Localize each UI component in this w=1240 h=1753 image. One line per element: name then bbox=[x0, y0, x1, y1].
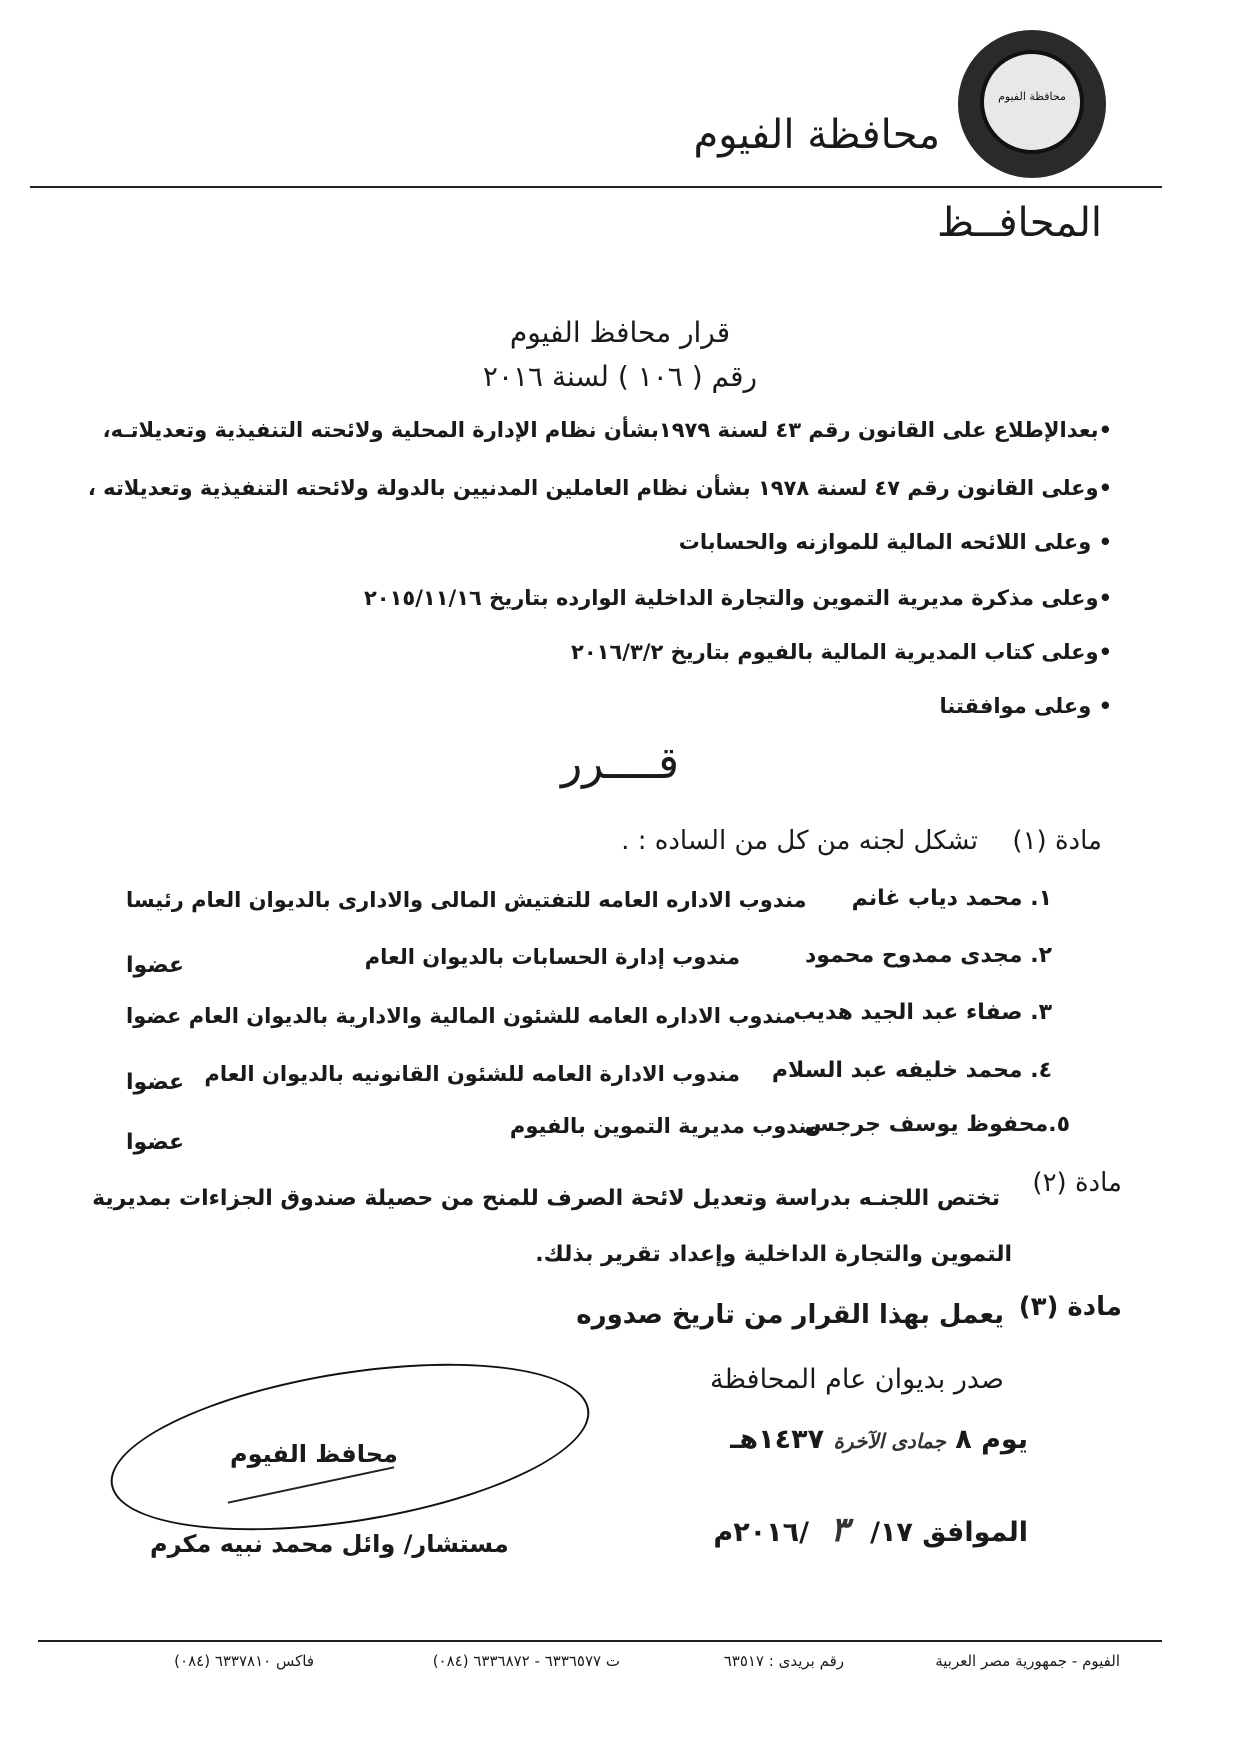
gregorian-date-handwritten: ٣ bbox=[830, 1510, 849, 1550]
hijri-date-suffix: ١٤٣٧هـ bbox=[730, 1424, 825, 1455]
member-name: ٢. مجدى ممدوح محمود bbox=[804, 943, 1052, 968]
member-status: عضوا bbox=[126, 1070, 185, 1095]
gregorian-date bbox=[713, 1510, 1028, 1550]
decision-title: قرار محافظ الفيوم bbox=[509, 316, 731, 349]
footer-po-box: رقم بريدى : ٦٣٥١٧ bbox=[723, 1652, 844, 1670]
whereas-clause: • وعلى اللائحه المالية للموازنه والحسابات bbox=[678, 530, 1112, 554]
gregorian-date-suffix: /٢٠١٦م bbox=[713, 1517, 809, 1548]
header-divider bbox=[30, 186, 1162, 188]
gregorian-date-prefix: الموافق ١٧/ bbox=[870, 1517, 1028, 1548]
member-name: ١. محمد دياب غانم bbox=[851, 886, 1052, 911]
governorate-name: محافظة الفيوم bbox=[693, 112, 940, 158]
hijri-date-prefix: يوم ٨ bbox=[955, 1424, 1028, 1455]
member-role: مندوب إدارة الحسابات بالديوان العام bbox=[364, 945, 740, 969]
governorate-seal bbox=[958, 30, 1106, 178]
member-name: ٤. محمد خليفه عبد السلام bbox=[771, 1058, 1052, 1083]
hijri-date bbox=[730, 1424, 1028, 1455]
whereas-clause: •بعدالإطلاع على القانون رقم ٤٣ لسنة ١٩٧٩بشأن نظام الإدارة المحلية ولائحته التنفيذية وتعديلاتـه، bbox=[102, 418, 1112, 442]
article-2-line-1: تختص اللجنـه بدراسة وتعديل لائحة الصرف للمنح من حصيلة صندوق الجزاءات بمديرية bbox=[92, 1186, 1000, 1211]
issued-place: صدر بديوان عام المحافظة bbox=[710, 1364, 1004, 1395]
footer-fax: فاكس ٦٣٣٧٨١٠ (٠٨٤) bbox=[174, 1652, 314, 1670]
member-status: عضوا bbox=[126, 953, 185, 978]
decree-heading: قــــرر bbox=[560, 738, 680, 789]
member-role: مندوب الادارة العامه للشئون القانونيه بالديوان العام bbox=[204, 1062, 740, 1086]
member-role: مندوب مديرية التموين بالفيوم bbox=[509, 1114, 820, 1138]
member-status: عضوا bbox=[126, 1130, 185, 1155]
seal-emblem bbox=[980, 50, 1084, 154]
member-name: ٥.محفوظ يوسف جرجس bbox=[804, 1112, 1070, 1137]
footer-phone: ت ٦٣٣٦٥٧٧ - ٦٣٣٦٨٧٢ (٠٨٤) bbox=[432, 1652, 620, 1670]
seal-text: محافظة الفيوم bbox=[998, 90, 1066, 103]
member-role: مندوب الاداره العامه للتفتيش المالى والادارى بالديوان العام رئيسا bbox=[126, 888, 807, 912]
whereas-clause: • وعلى موافقتنا bbox=[939, 694, 1112, 718]
footer-divider bbox=[38, 1640, 1162, 1642]
signatory-name: مستشار/ وائل محمد نبيه مكرم bbox=[150, 1530, 509, 1558]
article-2-heading: مادة (٢) bbox=[1032, 1168, 1122, 1198]
article-1-text: تشكل لجنه من كل من الساده : . bbox=[621, 826, 978, 856]
decision-number: رقم ( ١٠٦ ) لسنة ٢٠١٦ bbox=[482, 360, 758, 393]
whereas-clause: •وعلى كتاب المديرية المالية بالفيوم بتاريخ ٢٠١٦/٣/٢ bbox=[571, 640, 1112, 664]
article-2-line-2: التموين والتجارة الداخلية وإعداد تقرير بذلك. bbox=[535, 1242, 1012, 1267]
member-name: ٣. صفاء عبد الجيد هديب bbox=[793, 1000, 1052, 1025]
hijri-date-handwritten: جمادى الآخرة bbox=[833, 1429, 946, 1453]
footer-address: الفيوم - جمهورية مصر العربية bbox=[935, 1652, 1120, 1670]
article-3-text: يعمل بهذا القرار من تاريخ صدوره bbox=[576, 1300, 1004, 1330]
article-1-heading: مادة (١) bbox=[1012, 826, 1102, 856]
member-role: مندوب الاداره العامه للشئون المالية والادارية بالديوان العام عضوا bbox=[126, 1004, 797, 1028]
article-3-heading: مادة (٣) bbox=[1018, 1292, 1122, 1322]
governor-title: المحافــظ bbox=[937, 200, 1102, 246]
whereas-clause: •وعلى القانون رقم ٤٧ لسنة ١٩٧٨ بشأن نظام العاملين المدنيين بالدولة ولائحته التنفيذية وتعديلاته ، bbox=[87, 476, 1112, 500]
signature-title: محافظ الفيوم bbox=[230, 1440, 398, 1468]
whereas-clause: •وعلى مذكرة مديرية التموين والتجارة الداخلية الوارده بتاريخ ٢٠١٥/١١/١٦ bbox=[363, 586, 1112, 610]
